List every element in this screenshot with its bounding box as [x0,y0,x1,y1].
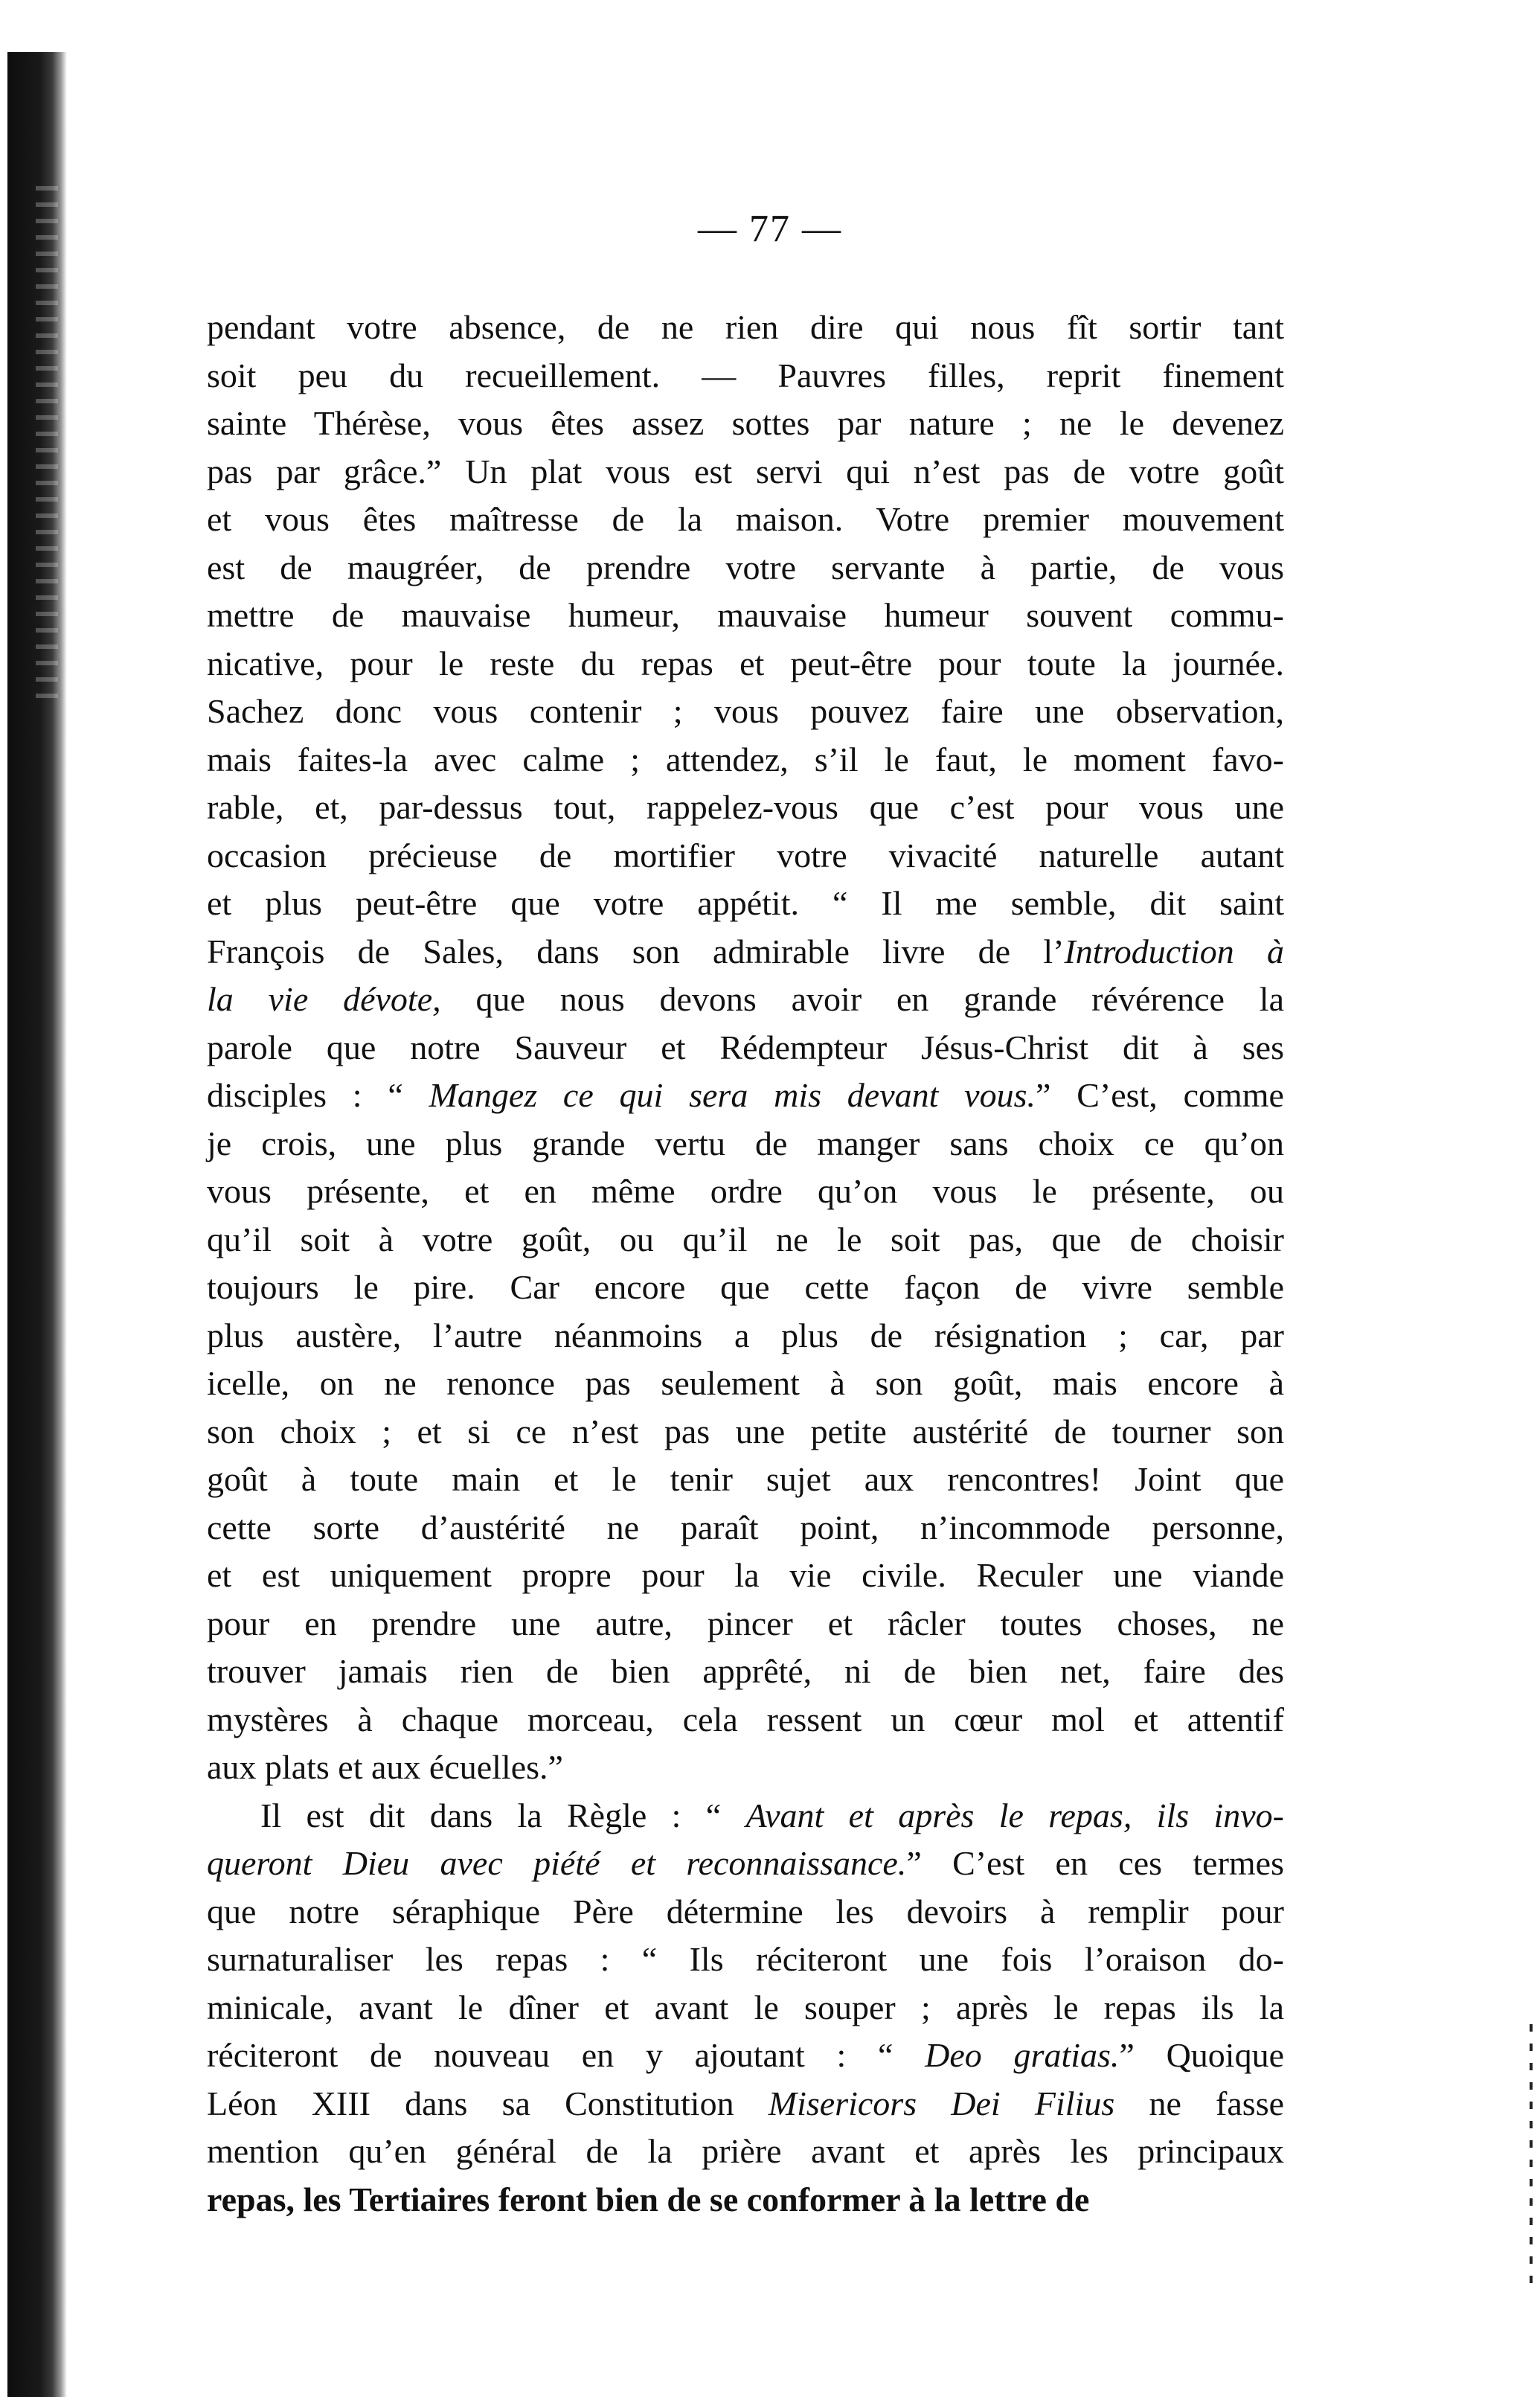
text-segment: ” C’est en ces termes [906,1844,1284,1882]
text-line [207,1264,1284,1312]
text-line [207,1792,1284,1840]
text-line [207,2032,1284,2080]
text-segment: et plus peut-être que votre appétit. “ Il me semble, dit saint [207,884,1284,922]
text-line [207,784,1284,832]
text-segment: mais faites-la avec calme ; attendez, s’il le faut, le moment favo- [207,740,1284,778]
text-segment: disciples : “ [207,1076,429,1114]
text-line [207,1360,1284,1408]
text-segment: occasion précieuse de mortifier votre vivacité naturelle autant [207,836,1284,874]
text-segment: nicative, pour le reste du repas et peut-être pour toute la journée. [207,644,1284,682]
text-line [207,1696,1284,1744]
text-line [207,976,1284,1024]
text-line [207,832,1284,880]
italic-text-segment: la vie dévote, [207,980,441,1018]
text-segment: minicale, avant le dîner et avant le souper ; après le repas ils la [207,1988,1284,2026]
text-segment: rable, et, par-dessus tout, rappelez-vous que c’est pour vous une [207,788,1284,826]
text-line [207,496,1284,544]
text-segment: sainte Thérèse, vous êtes assez sottes par nature ; ne le devenez [207,404,1284,442]
text-line [207,880,1284,928]
text-line [207,1024,1284,1072]
text-line [207,592,1284,640]
text-segment: pour en prendre une autre, pincer et râcler toutes choses, ne [207,1604,1284,1642]
text-segment: soit peu du recueillement. — Pauvres filles, reprit finement [207,356,1284,394]
text-line [207,1216,1284,1264]
text-segment: goût à toute main et le tenir sujet aux rencontres! Joint que [207,1460,1284,1498]
text-segment: je crois, une plus grande vertu de manger sans choix ce qu’on [207,1124,1284,1162]
text-segment: mention qu’en général de la prière avant et après les principaux [207,2132,1284,2170]
text-line [207,736,1284,784]
text-segment: Sachez donc vous contenir ; vous pouvez faire une observation, [207,692,1284,730]
text-segment: vous présente, et en même ordre qu’on vous le présente, ou [207,1172,1284,1210]
text-segment: ne fasse [1114,2084,1285,2122]
text-line [207,1408,1284,1456]
text-line [207,928,1284,976]
text-line [207,448,1284,496]
text-segment: aux plats et aux écuelles.” [207,1748,563,1786]
body-text [207,304,1284,2224]
text-line [207,1984,1284,2032]
text-segment: que nous devons avoir en grande révérence la [440,980,1285,1018]
italic-text-segment: Mangez ce qui sera mis devant vous. [429,1076,1036,1114]
text-segment: ” Quoique [1119,2036,1284,2074]
text-segment: toujours le pire. Car encore que cette façon de vivre semble [207,1268,1284,1306]
text-line [207,688,1284,736]
text-segment: qu’il soit à votre goût, ou qu’il ne le soit pas, que de choisir [207,1220,1284,1258]
text-line [207,1744,1284,1792]
text-line [207,1648,1284,1696]
text-line [207,1504,1284,1552]
text-line [207,1600,1284,1648]
text-line [207,1456,1284,1504]
text-line [207,1072,1284,1120]
text-line [207,2080,1284,2128]
text-line [207,1552,1284,1600]
text-segment: icelle, on ne renonce pas seulement à son goût, mais encore à [207,1364,1284,1402]
text-line [207,2176,1284,2224]
text-line [207,2128,1284,2176]
text-segment: pendant votre absence, de ne rien dire qui nous fît sortir tant [207,308,1284,346]
page-number: — 77 — [698,208,842,250]
text-line [207,1312,1284,1360]
text-segment: réciteront de nouveau en y ajoutant : “ [207,2036,925,2074]
text-segment: pas par grâce.” Un plat vous est servi qui n’est pas de votre goût [207,452,1284,490]
text-segment: cette sorte d’austérité ne paraît point, n’incommode personne, [207,1508,1284,1546]
text-segment: repas, les Tertiaires feront bien de se conformer à la lettre de [207,2180,1090,2218]
text-segment: mettre de mauvaise humeur, mauvaise humeur souvent commu- [207,596,1284,634]
text-segment: ” C’est, comme [1036,1076,1284,1114]
text-segment: trouver jamais rien de bien apprêté, ni de bien net, faire des [207,1652,1284,1690]
text-line [207,1936,1284,1984]
italic-text-segment: Avant et après le repas, ils invo- [745,1796,1284,1834]
text-line [207,1120,1284,1168]
text-segment: Il est dit dans la Règle : “ [260,1796,746,1834]
text-segment: et est uniquement propre pour la vie civile. Reculer une viande [207,1556,1284,1594]
text-segment: plus austère, l’autre néanmoins a plus de résignation ; car, par [207,1316,1284,1354]
text-segment: son choix ; et si ce n’est pas une petite austérité de tourner son [207,1412,1284,1450]
scan-edge-marks [1530,2024,1533,2292]
italic-text-segment: Deo gratias. [925,2036,1120,2074]
text-segment: que notre séraphique Père détermine les devoirs à remplir pour [207,1892,1284,1930]
scan-edge-shadow [7,52,67,2397]
text-line [207,1888,1284,1936]
text-segment: et vous êtes maîtresse de la maison. Votre premier mouvement [207,500,1284,538]
text-line [207,544,1284,592]
text-segment: François de Sales, dans son admirable livre de l’ [207,932,1065,970]
text-segment: mystères à chaque morceau, cela ressent un cœur mol et attentif [207,1700,1284,1738]
italic-text-segment: Introduction à [1064,932,1284,970]
text-segment: surnaturaliser les repas : “ Ils réciteront une fois l’oraison do- [207,1940,1284,1978]
text-line [207,400,1284,448]
text-segment: Léon XIII dans sa Constitution [207,2084,769,2122]
text-line [207,1840,1284,1888]
text-line [207,1168,1284,1216]
text-segment: parole que notre Sauveur et Rédempteur Jésus-Christ dit à ses [207,1028,1284,1066]
italic-text-segment: queront Dieu avec piété et reconnaissance. [207,1844,907,1882]
text-line [207,640,1284,688]
text-segment: est de maugréer, de prendre votre servante à partie, de vous [207,548,1284,586]
italic-text-segment: Misericors Dei Filius [768,2084,1115,2122]
text-line [207,304,1284,352]
text-line [207,352,1284,400]
